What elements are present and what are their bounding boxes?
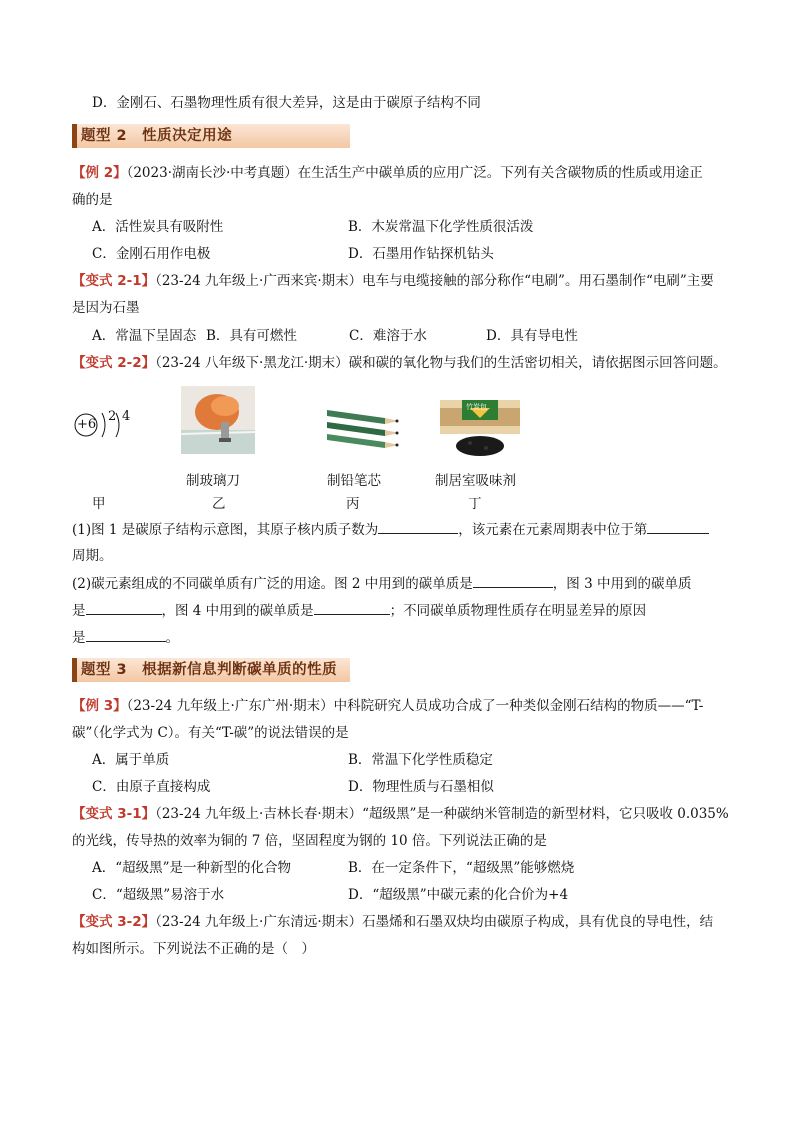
variant-3-2-line1 — [72, 912, 713, 932]
answer-blank[interactable] — [647, 519, 709, 534]
option-a: A．常温下呈固态 — [92, 328, 197, 344]
q1-text-b: ，该元素在元素周期表中位于第 — [458, 522, 648, 538]
option-a: A．“超级黑”是一种新型的化合物 — [92, 860, 292, 876]
atom-shell-1: 2 — [108, 409, 117, 424]
option-c: C．“超级黑”易溶于水 — [92, 887, 225, 903]
caption-pencil-lead: 制铅笔芯 — [327, 473, 381, 489]
q2-text-f: 是 — [72, 630, 86, 646]
figure-label-jia: 甲 — [92, 496, 106, 512]
q1-text-a: (1)图 1 是碳原子结构示意图，其原子核内质子数为 — [72, 522, 379, 538]
question-tag: 【例 2】 — [72, 165, 127, 181]
section-title: 题型 3 根据新信息判断碳单质的性质 — [81, 662, 338, 678]
question-text: （2023·湖南长沙·中考真题）在生活生产中碳单质的应用广泛。下列有关含碳物质的性质或用途正 — [126, 165, 703, 181]
question-tag: 【例 3】 — [72, 698, 127, 714]
question-1-line1 — [72, 519, 709, 540]
carbon-atom-diagram — [72, 405, 142, 445]
question-tag: 【变式 3-1】 — [72, 806, 156, 822]
option-c: C．难溶于水 — [349, 328, 427, 344]
option-d: D．“超级黑”中碳元素的化合价为+4 — [348, 887, 569, 903]
variant-2-1-line2: 是因为石墨 — [72, 300, 140, 316]
package-label: 竹炭包 — [466, 403, 487, 411]
answer-blank[interactable] — [314, 600, 390, 615]
example-2-line2: 确的是 — [72, 192, 113, 208]
q2-text-b: ，图 3 中用到的碳单质 — [552, 576, 692, 592]
question-tag: 【变式 2-2】 — [72, 355, 156, 371]
variant-3-2-line2: 构如图所示。下列说法不正确的是（ ） — [72, 941, 315, 957]
variant-3-1-line2: 的光线，传导热的效率为铜的 7 倍，坚固程度为钢的 10 倍。下列说法正确的是 — [72, 833, 547, 849]
figure-label-yi: 乙 — [212, 496, 226, 512]
option-b: B．具有可燃性 — [206, 328, 297, 344]
option-d: D．具有导电性 — [486, 328, 578, 344]
q2-text-a: (2)碳元素组成的不同碳单质有广泛的用途。图 2 中用到的碳单质是 — [72, 576, 473, 592]
option-b: B．在一定条件下，“超级黑”能够燃烧 — [348, 860, 575, 876]
answer-blank[interactable] — [86, 600, 162, 615]
question-text: （23-24 九年级上·广东广州·期末）中科院研究人员成功合成了一种类似金刚石结构的物质——“T- — [126, 698, 704, 714]
section-title: 题型 2 性质决定用途 — [81, 128, 233, 144]
q2-text-g: 。 — [165, 630, 179, 646]
section-header-3 — [72, 658, 350, 682]
option-a: A．属于单质 — [92, 752, 170, 768]
deodorizer-photo — [440, 396, 520, 458]
option-a: A．活性炭具有吸附性 — [92, 219, 224, 235]
section-header-2 — [72, 124, 350, 148]
answer-blank[interactable] — [378, 519, 458, 534]
pencils-photo — [325, 396, 401, 454]
question-text: （23-24 九年级上·广东清远·期末）石墨烯和石墨双炔均由碳原子构成，具有优良的导电性，结 — [155, 914, 714, 930]
caption-deodorizer: 制居室吸味剂 — [435, 473, 516, 489]
glass-cutter-photo — [181, 386, 255, 454]
question-2-line2 — [72, 600, 646, 621]
option-d-previous: D．金刚石、石墨物理性质有很大差异，这是由于碳原子结构不同 — [92, 95, 481, 111]
variant-2-2-line1 — [72, 353, 727, 373]
q2-text-d: ，图 4 中用到的碳单质是 — [161, 603, 314, 619]
question-text: （23-24 九年级上·吉林长春·期末）“超级黑”是一种碳纳米管制造的新型材料，它只吸收 0.035% — [155, 806, 729, 822]
option-d: D．物理性质与石墨相似 — [348, 779, 494, 795]
figure-label-bing: 丙 — [346, 496, 360, 512]
question-text: （23-24 九年级上·广西来宾·期末）电车与电缆接触的部分称作“电刷”。用石墨制作“电刷”主要 — [155, 273, 714, 289]
option-c: C．金刚石用作电极 — [92, 246, 211, 262]
option-d: D．石墨用作钻探机钻头 — [348, 246, 494, 262]
question-1-line2: 周期。 — [72, 548, 113, 564]
question-2-line3 — [72, 627, 179, 648]
answer-blank[interactable] — [86, 627, 166, 642]
variant-3-1-line1 — [72, 804, 729, 824]
question-tag: 【变式 3-2】 — [72, 914, 156, 930]
caption-glass-cutter: 制玻璃刀 — [186, 473, 240, 489]
example-2-line1 — [72, 163, 703, 183]
variant-2-1-line1 — [72, 271, 714, 291]
example-3-line1 — [72, 696, 703, 716]
question-2-line1 — [72, 573, 691, 594]
option-b: B．常温下化学性质稳定 — [348, 752, 493, 768]
atom-shell-2: 4 — [122, 409, 131, 424]
q2-text-c: 是 — [72, 603, 86, 619]
atom-nucleus-charge: +6 — [77, 417, 97, 432]
figure-label-ding: 丁 — [468, 496, 482, 512]
question-text: （23-24 八年级下·黑龙江·期末）碳和碳的氧化物与我们的生活密切相关，请依据图示回答问题。 — [155, 355, 727, 371]
option-c: C．由原子直接构成 — [92, 779, 211, 795]
example-3-line2: 碳”（化学式为 C）。有关“T-碳”的说法错误的是 — [72, 725, 349, 741]
q2-text-e: ；不同碳单质物理性质存在明显差异的原因 — [389, 603, 647, 619]
question-tag: 【变式 2-1】 — [72, 273, 156, 289]
option-b: B．木炭常温下化学性质很活泼 — [348, 219, 534, 235]
answer-blank[interactable] — [473, 573, 553, 588]
